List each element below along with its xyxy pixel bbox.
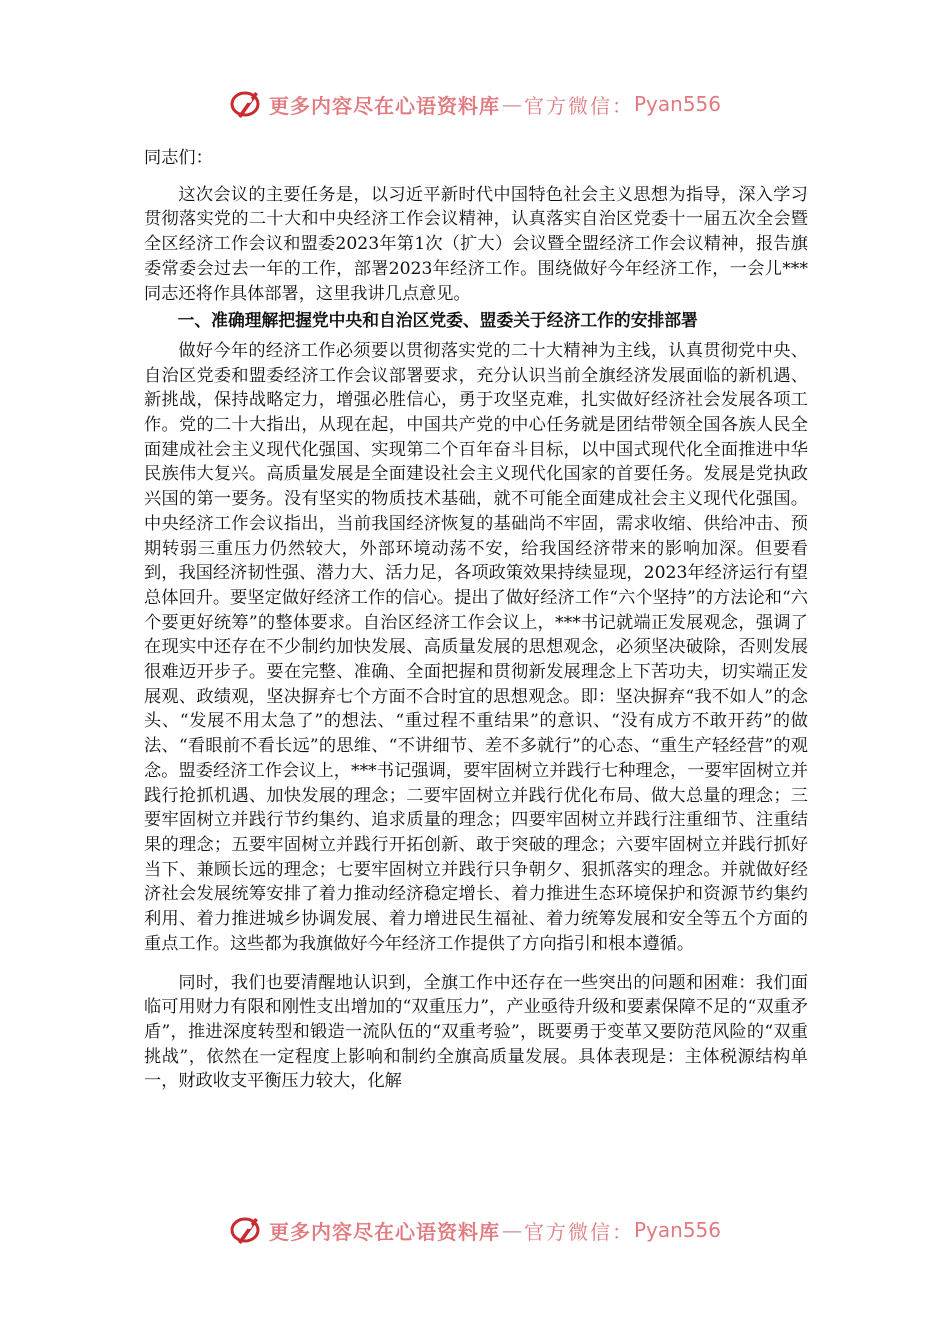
banner-brand-text: 更多内容尽在心语资料库 [268, 1219, 500, 1244]
header-banner [0, 82, 950, 126]
banner-account: Pyan556 [633, 92, 721, 116]
paragraph-intro: 这次会议的主要任务是，以习近平新时代中国特色社会主义思想为指导，深入学习贯彻落实党的二十大和中央经济工作会议精神，认真落实自治区党委十一届五次全会暨全区经济工作会议和盟委2023年第1次（扩大）会议暨全盟经济工作会议精神，报告旗委常委会过去一年的工作，部署2023年经济工作。围绕做好今年经济工作，一会儿***同志还将作具体部署，这里我讲几点意见。 [144, 184, 808, 304]
salutation: 同志们： [144, 148, 213, 168]
document-body [144, 146, 808, 1094]
banner-separator: — [501, 1218, 522, 1242]
banner-wechat-label: 官方微信： [523, 93, 634, 118]
section-heading-1: 一、准确理解把握党中央和自治区党委、盟委关于经济工作的安排部署 [177, 310, 698, 331]
paragraph-section-1: 做好今年的经济工作必须要以贯彻落实党的二十大精神为主线，认真贯彻党中央、自治区党委和盟委经济工作会议部署要求，充分认识当前全旗经济发展面临的新机遇、新挑战，保持战略定力，增强必胜信心，勇于攻坚克难，扎实做好经济社会发展各项工作。党的二十大指出，从现在起，中国共产党的中心任务就是团结带领全国各族人民全面建成社会主义现代化强国、实现第二个百年奋斗目标，以中国式现代化全面推进中华民族伟大复兴。高质量发展是全面建设社会主义现代化国家的首要任务。发展是党执政兴国的第一要务。没有坚实的物质技术基础，就不可能全面建成社会主义现代化强国。中央经济工作会议指出，当前我国经济恢复的基础尚不牢固，需求收缩、供给冲击、预期转弱三重压力仍然较大，外部环境动荡不安，给我国经济带来的影响加深。但要看到，我国经济韧性强、潜力大、活力足，各项政策效果持续显现，2023年经济运行有望总体回升。要坚定做好经济工作的信心。提出了做好经济工作“六个坚持”的方法论和“六个要更好统筹”的整体要求。自治区经济工作会议上，***书记就端正发展观念，强调了在现实中还存在不少制约加快发展、高质量发展的思想观念，必须坚决破除，否则发展很难迈开步子。要在完整、准确、全面把握和贯彻新发展理念上下苦功夫，切实端正发展观、政绩观，坚决摒弃七个方面不合时宜的思想观念。即：坚决摒弃“我不如人”的念头、“发展不用太急了”的想法、“重过程不重结果”的意识、“没有成方不敢开药”的做法、“看眼前不看长远”的思维、“不讲细节、差不多就行”的心态、“重生产轻经营”的观念。盟委经济工作会议上，***书记强调，要牢固树立并践行七种理念，一要牢固树立并践行抢抓机遇、加快发展的理念；二要牢固树立并践行优化布局、做大总量的理念；三要牢固树立并践行节约集约、追求质量的理念；四要牢固树立并践行注重细节、注重结果的理念；五要牢固树立并践行开拓创新、敢于突破的理念；六要牢固树立并践行抓好当下、兼顾长远的理念；七要牢固树立并践行只争朝夕、狠抓落实的理念。并就做好经济社会发展统筹安排了着力推动经济稳定增长、着力推进生态环境保护和资源节约集约利用、着力推进城乡协调发展、着力增进民生福祉、着力统筹发展和安全等五个方面的重点工作。这些都为我旗做好今年经济工作提供了方向指引和根本遵循。 [144, 340, 808, 954]
banner-account: Pyan556 [633, 1218, 721, 1242]
pen-ring-logo-icon [229, 86, 265, 122]
footer-banner [0, 1208, 950, 1252]
banner-separator: — [501, 92, 522, 116]
banner-brand-text: 更多内容尽在心语资料库 [268, 93, 500, 118]
banner-wechat-label: 官方微信： [523, 1219, 634, 1244]
paragraph-problems: 同时，我们也要清醒地认识到，全旗工作中还存在一些突出的问题和困难：我们面临可用财力有限和刚性支出增加的“双重压力”，产业亟待升级和要素保障不足的“双重矛盾”，推进深度转型和锻造一流队伍的“双重考验”，既要勇于变革又要防范风险的“双重挑战”，依然在一定程度上影响和制约全旗高质量发展。具体表现是：主体税源结构单一，财政收支平衡压力较大，化解 [144, 972, 808, 1092]
pen-ring-logo-icon [229, 1212, 265, 1248]
